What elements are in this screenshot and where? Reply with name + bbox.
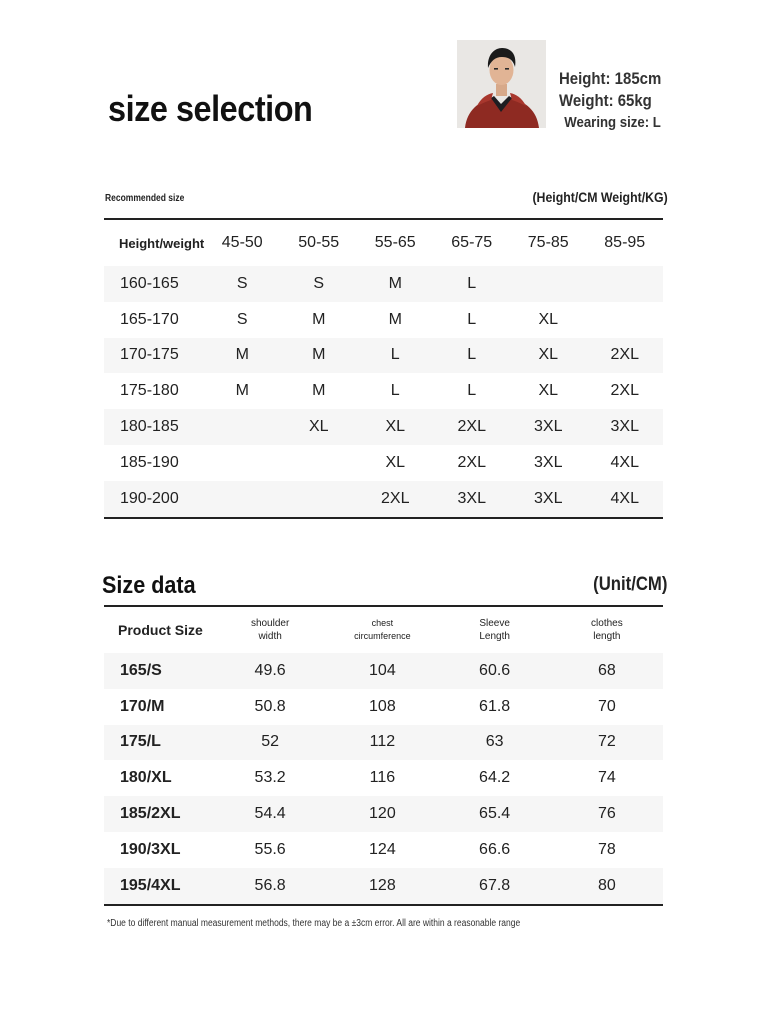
table-row xyxy=(104,266,663,302)
size-cell: XL xyxy=(357,445,434,481)
column-header-line: Sleeve xyxy=(479,618,510,629)
product-size-cell: 185/2XL xyxy=(104,796,214,832)
size-cell: 2XL xyxy=(587,338,664,374)
column-header-line: circumference xyxy=(354,631,411,641)
value-cell: 54.4 xyxy=(214,796,326,832)
weight-header: 75-85 xyxy=(527,234,569,251)
model-portrait-image xyxy=(457,40,546,128)
table-header-row xyxy=(104,219,663,266)
column-header xyxy=(551,606,663,653)
model-height: Height: 185cm xyxy=(559,69,662,88)
size-cell: 3XL xyxy=(510,445,587,481)
corner-label: Height/weight xyxy=(119,235,205,251)
value-cell: 63 xyxy=(439,725,551,761)
size-cell: M xyxy=(204,373,281,409)
size-cell: M xyxy=(281,302,358,338)
value-cell: 55.6 xyxy=(214,832,326,868)
size-cell: L xyxy=(434,338,511,374)
value-cell: 124 xyxy=(326,832,438,868)
value-cell: 52 xyxy=(214,725,326,761)
height-cell: 175-180 xyxy=(104,373,204,409)
size-cell: M xyxy=(357,266,434,302)
size-cell: 2XL xyxy=(434,445,511,481)
column-header-line: Length xyxy=(479,631,510,642)
size-cell: 2XL xyxy=(434,409,511,445)
value-cell: 104 xyxy=(326,653,438,689)
column-header-line: clothes xyxy=(591,618,623,629)
product-size-cell: 170/M xyxy=(104,689,214,725)
recommended-size-table xyxy=(104,218,663,519)
size-cell: S xyxy=(281,266,358,302)
table-header-row xyxy=(104,606,663,653)
product-size-cell: 175/L xyxy=(104,725,214,761)
size-cell: M xyxy=(204,338,281,374)
value-cell: 50.8 xyxy=(214,689,326,725)
product-size-cell: 165/S xyxy=(104,653,214,689)
size-cell: M xyxy=(281,338,358,374)
table-row xyxy=(104,832,663,868)
size-cell: XL xyxy=(281,409,358,445)
weight-header: 55-65 xyxy=(374,234,416,251)
value-cell: 72 xyxy=(551,725,663,761)
column-header-line: length xyxy=(593,631,621,642)
size-cell: XL xyxy=(357,409,434,445)
value-cell: 116 xyxy=(326,760,438,796)
value-cell: 65.4 xyxy=(439,796,551,832)
value-cell: 61.8 xyxy=(439,689,551,725)
weight-header: 85-95 xyxy=(604,234,646,251)
value-cell: 49.6 xyxy=(214,653,326,689)
size-cell: S xyxy=(204,302,281,338)
size-cell: M xyxy=(281,373,358,409)
size-cell xyxy=(510,266,587,302)
value-cell: 78 xyxy=(551,832,663,868)
weight-header: 45-50 xyxy=(221,234,263,251)
table-row xyxy=(104,445,663,481)
value-cell: 68 xyxy=(551,653,663,689)
model-info xyxy=(559,68,661,134)
value-cell: 112 xyxy=(326,725,438,761)
value-cell: 80 xyxy=(551,868,663,905)
height-cell: 190-200 xyxy=(104,481,204,518)
size-cell: L xyxy=(357,373,434,409)
product-size-cell: 190/3XL xyxy=(104,832,214,868)
value-cell: 74 xyxy=(551,760,663,796)
table-row xyxy=(104,868,663,905)
column-header xyxy=(439,606,551,653)
height-cell: 170-175 xyxy=(104,338,204,374)
value-cell: 128 xyxy=(326,868,438,905)
size-cell: 4XL xyxy=(587,445,664,481)
size-cell: 3XL xyxy=(510,409,587,445)
value-cell: 66.6 xyxy=(439,832,551,868)
height-cell: 180-185 xyxy=(104,409,204,445)
value-cell: 120 xyxy=(326,796,438,832)
size-cell: XL xyxy=(510,373,587,409)
column-header-line: width xyxy=(258,631,282,642)
table-row xyxy=(104,338,663,374)
value-cell: 56.8 xyxy=(214,868,326,905)
value-cell: 53.2 xyxy=(214,760,326,796)
size-data-unit: (Unit/CM) xyxy=(592,574,667,595)
weight-header: 65-75 xyxy=(451,234,493,251)
weight-header: 50-55 xyxy=(298,234,340,251)
size-cell xyxy=(281,445,358,481)
size-cell: 2XL xyxy=(587,373,664,409)
table-row xyxy=(104,760,663,796)
table-row xyxy=(104,725,663,761)
size-cell xyxy=(587,302,664,338)
value-cell: 108 xyxy=(326,689,438,725)
height-cell: 165-170 xyxy=(104,302,204,338)
size-cell: L xyxy=(434,266,511,302)
value-cell: 60.6 xyxy=(439,653,551,689)
size-cell: 3XL xyxy=(434,481,511,518)
table-row xyxy=(104,653,663,689)
table-row xyxy=(104,796,663,832)
size-data-table xyxy=(104,605,663,906)
size-cell: 3XL xyxy=(510,481,587,518)
column-header-line: shoulder xyxy=(250,618,290,629)
value-cell: 76 xyxy=(551,796,663,832)
table-row xyxy=(104,481,663,518)
size-cell: 2XL xyxy=(357,481,434,518)
size-cell: XL xyxy=(510,302,587,338)
column-header xyxy=(326,606,438,653)
column-header-line: chest xyxy=(371,618,394,628)
table-row xyxy=(104,373,663,409)
size-cell: 3XL xyxy=(587,409,664,445)
product-size-cell: 195/4XL xyxy=(104,868,214,905)
value-cell: 67.8 xyxy=(439,868,551,905)
size-cell xyxy=(204,481,281,518)
corner-label: Product Size xyxy=(118,621,203,638)
size-cell: L xyxy=(357,338,434,374)
product-size-cell: 180/XL xyxy=(104,760,214,796)
column-header xyxy=(214,606,326,653)
model-photo xyxy=(457,40,546,128)
value-cell: 64.2 xyxy=(439,760,551,796)
size-cell xyxy=(587,266,664,302)
size-cell xyxy=(281,481,358,518)
size-cell: 4XL xyxy=(587,481,664,518)
recommended-size-label: Recommended size xyxy=(105,193,185,204)
measurement-footnote: *Due to different manual measurement methods, there may be a ±3cm error. All are within a reasonable range xyxy=(107,918,521,929)
size-cell: L xyxy=(434,302,511,338)
size-data-title: Size data xyxy=(102,572,196,599)
table-row xyxy=(104,409,663,445)
size-cell: XL xyxy=(510,338,587,374)
size-cell xyxy=(204,445,281,481)
size-cell xyxy=(204,409,281,445)
size-cell: M xyxy=(357,302,434,338)
table-row xyxy=(104,689,663,725)
table-row xyxy=(104,302,663,338)
model-wearing-size: Wearing size: L xyxy=(564,114,661,131)
value-cell: 70 xyxy=(551,689,663,725)
page-title: size selection xyxy=(108,88,313,129)
height-cell: 160-165 xyxy=(104,266,204,302)
size-cell: L xyxy=(434,373,511,409)
height-cell: 185-190 xyxy=(104,445,204,481)
recommended-units-label: (Height/CM Weight/KG) xyxy=(532,189,668,205)
model-weight: Weight: 65kg xyxy=(559,91,652,110)
size-cell: S xyxy=(204,266,281,302)
